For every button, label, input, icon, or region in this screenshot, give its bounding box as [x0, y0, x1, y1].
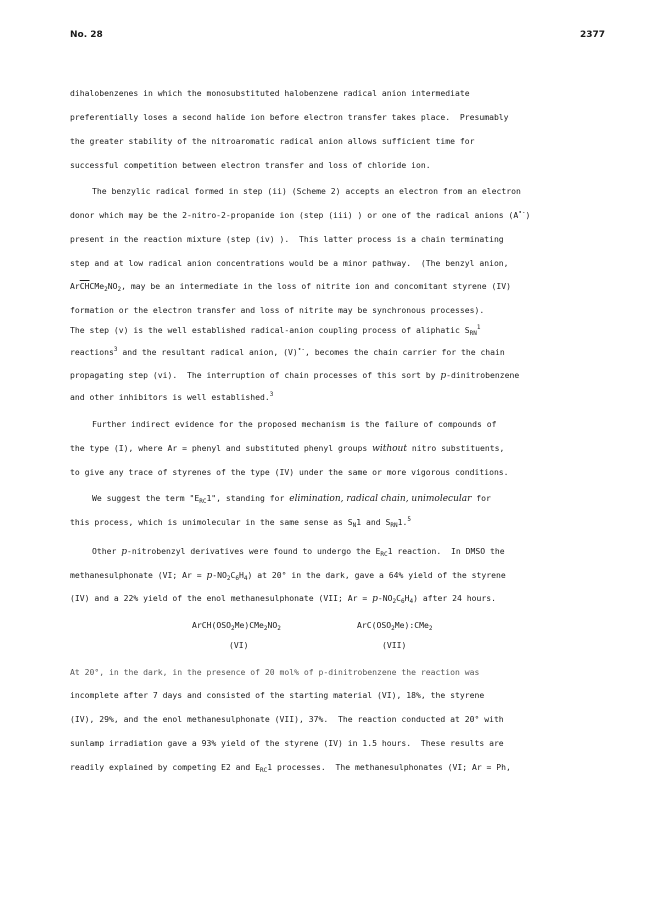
text-line: The step (v) is the well established radical-anion coupling process of aliphatic $S_{RN}^1$: [70, 324, 481, 337]
text-line: the type (I), where Ar = phenyl and substituted phenyl groups without nitro substituents,: [70, 443, 505, 454]
text-line: to give any trace of styrenes of the type (IV) under the same or more vigorous conditions.: [70, 467, 509, 477]
text-line: Other p-nitrobenzyl derivatives were found to undergo the $E_{RC}1$ reaction. In DMSO the: [92, 546, 505, 558]
text-line: (IV), 29%, and the enol methanesulphonate (VII), 37%. The reaction conducted at 20° with: [70, 714, 504, 724]
text-line: the greater stability of the nitroaromatic radical anion allows sufficient time for: [70, 136, 475, 146]
text-line: step and at low radical anion concentrations would be a minor pathway. (The benzyl anion,: [70, 258, 509, 268]
text-line: At 20°, in the dark, in the presence of 20 mol% of p-dinitrobenzene the reaction was: [70, 667, 480, 677]
formula-vii: $ArC(OSO_2Me):CMe_2$: [357, 620, 433, 632]
formula-vi: $ArCH(OSO_2Me)CMe_2NO_2$: [192, 620, 281, 632]
label-vi: (VI): [229, 640, 249, 650]
text-line: We suggest the term "$E_{RC}1$", standing for elimination, radical chain, unimolecular for: [92, 493, 491, 505]
text-line: donor which may be the 2-nitro-2-propanide ion (step (iii) ) or one of the radical anions (A∙-): [70, 209, 531, 220]
text-line: readily explained by competing E2 and $E_{RC}1$ processes. The methanesulphonates (VI; Ar = Ph,: [70, 762, 511, 774]
text-line: The benzylic radical formed in step (ii) (Scheme 2) accepts an electron from an electron: [92, 186, 521, 196]
text-line: successful competition between electron transfer and loss of chloride ion.: [70, 160, 431, 170]
text-line: this process, which is unimolecular in the same sense as $S_N1$ and $S_{RN}1.^5$: [70, 516, 411, 529]
text-line: methanesulphonate (VI; $Ar = p-NO_2C_6H_4$) at 20° in the dark, gave a 64% yield of the styrene: [70, 570, 506, 582]
text-line: sunlamp irradiation gave a 93% yield of the styrene (IV) in 1.5 hours. These results are: [70, 738, 504, 748]
text-line: present in the reaction mixture (step (iv) ). This latter process is a chain terminating: [70, 234, 504, 244]
text-line: preferentially loses a second halide ion before electron transfer takes place. Presumably: [70, 112, 509, 122]
text-line: formation or the electron transfer and loss of nitrite may be synchronous processes).: [70, 305, 485, 315]
text-line: propagating step (vi). The interruption of chain processes of this sort by p-dinitrobenzene: [70, 370, 520, 381]
text-line: and other inhibitors is well established.$^3$: [70, 391, 274, 402]
text-line: incomplete after 7 days and consisted of the starting material (VI), 18%, the styrene: [70, 690, 485, 700]
text-line: reactions$^3$ and the resultant radical anion, (V)∙-, becomes the chain carrier for the chain: [70, 346, 505, 357]
text-line: Further indirect evidence for the proposed mechanism is the failure of compounds of: [92, 419, 497, 429]
text-line: $Ar\overline{CH}CMe_2NO_2$, may be an intermediate in the loss of nitrite ion and concomitant styrene (IV): [70, 281, 511, 293]
journal-number: No. 28: [70, 30, 103, 40]
text-line: (IV) and a 22% yield of the enol methanesulphonate (VII; $Ar = p-NO_2C_6H_4$) after 24 hours.: [70, 593, 496, 605]
page-number: 2377: [580, 30, 606, 40]
label-vii: (VII): [382, 640, 407, 650]
text-line: dihalobenzenes in which the monosubstituted halobenzene radical anion intermediate: [70, 88, 470, 98]
